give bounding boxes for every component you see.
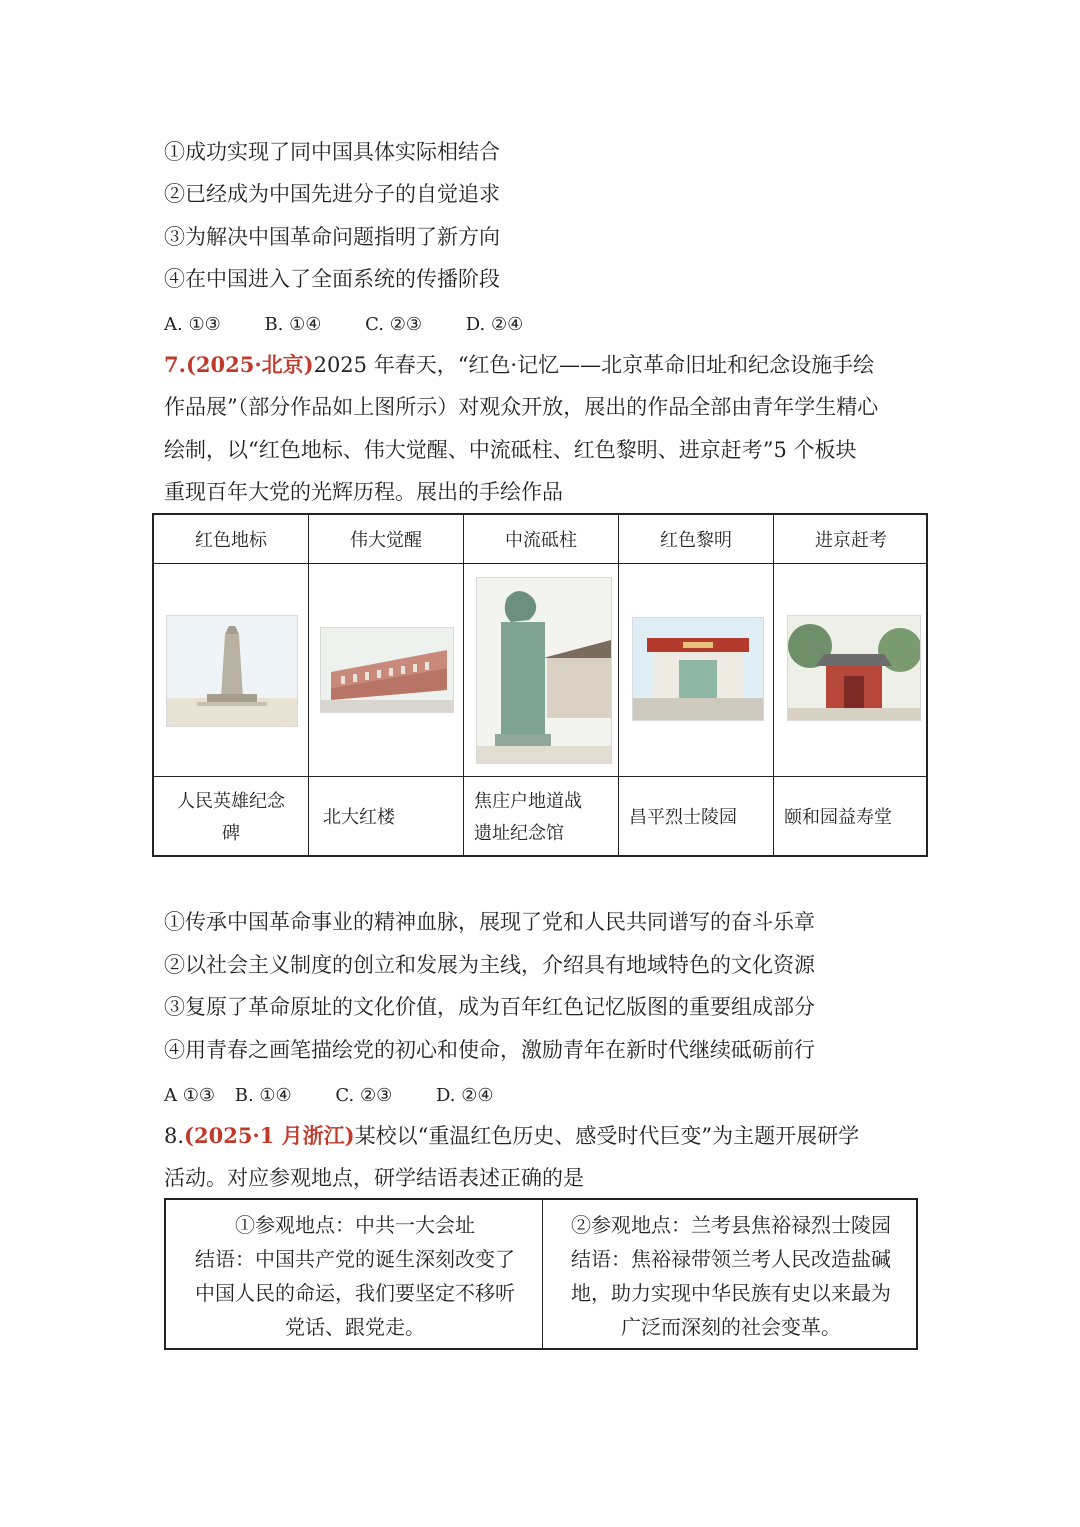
q8-stem-line-1 [164,1122,859,1150]
header-great-awakening: 伟大觉醒 [350,530,422,551]
monument-painting-icon [166,615,298,727]
q7-text-1: 2025 年春天，“红色·记忆——北京革命旧址和纪念设施手绘 [313,353,875,377]
q8-source: (2025·1 月浙江) [184,1123,355,1148]
q7-option-a[interactable]: A ①③ [164,1085,215,1106]
q6-option-b[interactable]: B. ①④ [264,314,322,335]
q7-option-b[interactable]: B. ①④ [234,1085,292,1106]
header-red-landmark: 红色地标 [195,530,267,551]
q6-option-c[interactable]: C. ②③ [365,314,422,335]
q6-statement-4: ④在中国进入了全面系统的传播阶段 [164,267,500,291]
q8-number: 8. [164,1124,185,1148]
name-changping-cemetery: 昌平烈士陵园 [629,807,737,828]
cemetery-gate-painting-icon [632,617,764,721]
q6-option-a[interactable]: A. ①③ [164,314,221,335]
q7-statement-3: ③复原了革命原址的文化价值，成为百年红色记忆版图的重要组成部分 [164,995,815,1019]
q6-statement-1: ①成功实现了同中国具体实际相结合 [164,140,500,164]
q6-statement-2: ②已经成为中国先进分子的自觉追求 [164,182,500,206]
q7-stem-line-3: 绘制，以“红色地标、伟大觉醒、中流砥柱、红色黎明、进京赶考”5 个板块 [164,438,857,462]
q7-source: (2025·北京) [185,352,314,377]
header-entering-beijing: 进京赶考 [815,530,887,551]
q6-option-d[interactable]: D. ②④ [465,314,524,335]
name-yishoutang: 颐和园益寿堂 [784,807,892,828]
q8-site-table [164,1198,918,1350]
q7-options [164,1082,532,1110]
red-building-painting-icon [320,627,454,713]
q7-stem-line-1 [164,351,874,379]
name-monument: 人民英雄纪念 碑 [177,791,285,844]
q8-site-2: ②参观地点：兰考县焦裕禄烈士陵园 结语：焦裕禄带领兰考人民改造盐碱 地，助力实现中华民族有史以来最为 广泛而深刻的社会变革。 [571,1213,891,1339]
header-red-dawn: 红色黎明 [660,530,732,551]
q7-stem-line-4: 重现百年大党的光辉历程。展出的手绘作品 [164,480,563,504]
q7-artwork-table [152,513,928,857]
q6-options [164,311,561,339]
q7-statement-4: ④用青春之画笔描绘党的初心和使命，激励青年在新时代继续砥砺前行 [164,1038,815,1062]
q7-option-d[interactable]: D. ②④ [436,1085,494,1106]
header-mainstay: 中流砥柱 [505,530,577,551]
q7-stem-line-2: 作品展”（部分作品如上图所示）对观众开放，展出的作品全部由青年学生精心 [164,395,879,419]
q7-option-c[interactable]: C. ②③ [335,1085,393,1106]
q7-statement-2: ②以社会主义制度的创立和发展为主线，介绍具有地域特色的文化资源 [164,953,815,977]
courtyard-painting-icon [787,615,921,721]
q8-text-1: 某校以“重温红色历史、感受时代巨变”为主题开展研学 [354,1124,860,1148]
name-tunnel-memorial: 焦庄户地道战 遗址纪念馆 [474,791,582,844]
q8-stem-line-2: 活动。对应参观地点，研学结语表述正确的是 [164,1166,584,1190]
q7-number: 7. [164,352,186,377]
name-red-building: 北大红楼 [323,807,395,828]
statue-painting-icon [476,577,612,764]
q8-site-1: ①参观地点：中共一大会址 结语：中国共产党的诞生深刻改变了 中国人民的命运，我们要坚定不移听 党话、跟党走。 [195,1213,515,1339]
q6-statement-3: ③为解决中国革命问题指明了新方向 [164,225,500,249]
q7-statement-1: ①传承中国革命事业的精神血脉，展现了党和人民共同谱写的奋斗乐章 [164,910,815,934]
